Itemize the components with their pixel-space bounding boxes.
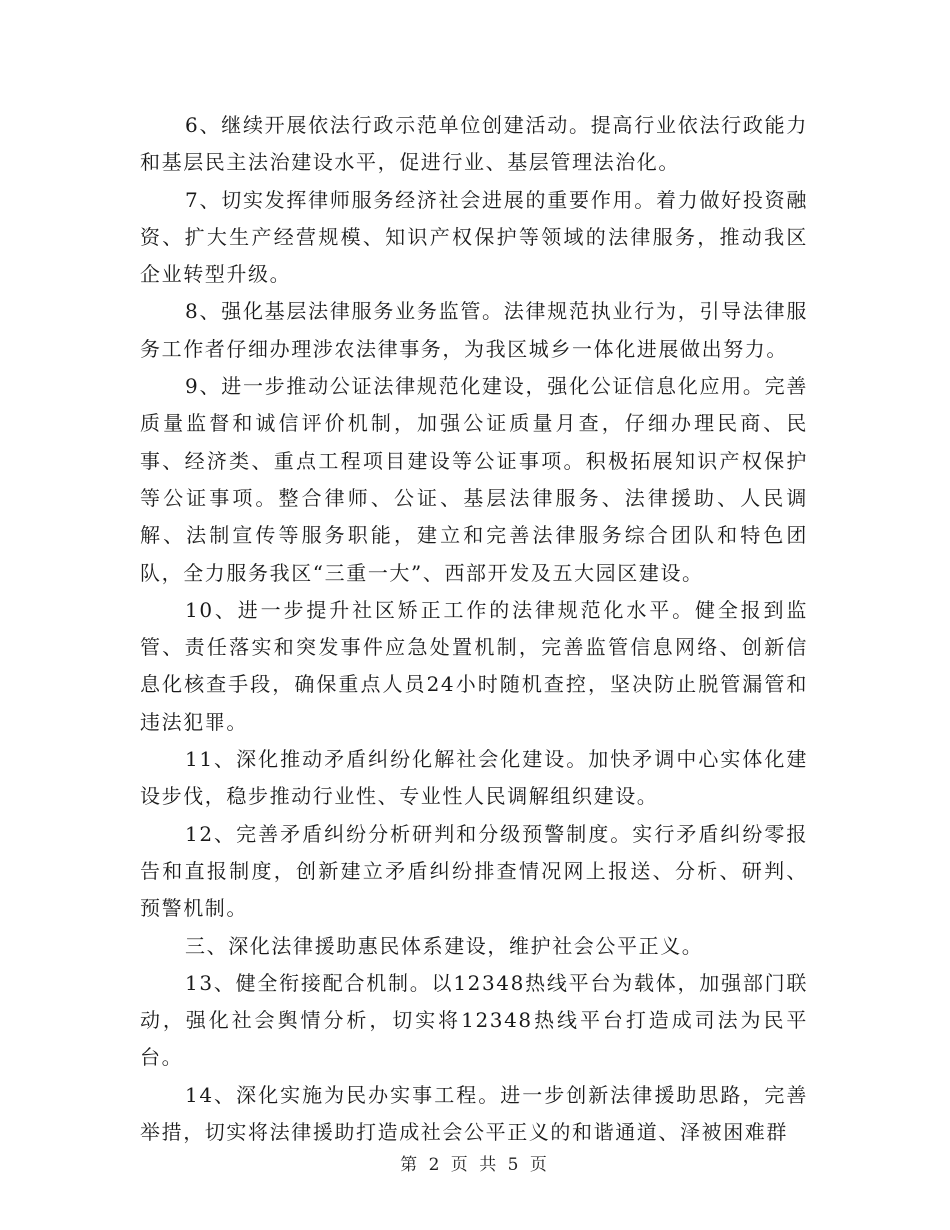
paragraph-item-6: 6、继续开展依法行政示范单位创建活动。提高行业依法行政能力和基层民主法治建设水平，促进行业、基层管理法治化。 xyxy=(140,113,808,175)
paragraph-item-11: 11、深化推动矛盾纠纷化解社会化建设。加快矛调中心实体化建设步伐，稳步推动行业性、专业性人民调解组织建设。 xyxy=(140,747,808,809)
paragraph-item-9: 9、进一步推动公证法律规范化建设，强化公证信息化应用。完善质量监督和诚信评价机制，加强公证质量月查，仔细办理民商、民事、经济类、重点工程项目建设等公证事项。积极拓展知识产权保护等公证事项。整合律师、公证、基层法律服务、法律援助、人民调解、法制宣传等服务职能，建立和完善法律服务综合团队和特色团队，全力服务我区“三重一大”、西部开发及五大园区建设。 xyxy=(140,374,808,585)
paragraph-item-10: 10、进一步提升社区矫正工作的法律规范化水平。健全报到监管、责任落实和突发事件应急处置机制，完善监管信息网络、创新信息化核查手段，确保重点人员24小时随机查控，坚决防止脱管漏管和违法犯罪。 xyxy=(140,597,808,734)
paragraph-item-12: 12、完善矛盾纠纷分析研判和分级预警制度。实行矛盾纠纷零报告和直报制度，创新建立矛盾纠纷排查情况网上报送、分析、研判、预警机制。 xyxy=(140,821,808,921)
page-footer: 第 2 页 共 5 页 xyxy=(400,1155,550,1175)
paragraph-item-7: 7、切实发挥律师服务经济社会进展的重要作用。着力做好投资融资、扩大生产经营规模、知识产权保护等领域的法律服务，推动我区企业转型升级。 xyxy=(140,187,808,287)
section-heading-3: 三、深化法律援助惠民体系建设，维护社会公平正义。 xyxy=(185,933,704,958)
paragraph-item-8: 8、强化基层法律服务业务监管。法律规范执业行为，引导法律服务工作者仔细办理涉农法律事务，为我区城乡一体化进展做出努力。 xyxy=(140,299,808,361)
document-body xyxy=(140,107,808,1151)
paragraph-item-13: 13、健全衔接配合机制。以12348热线平台为载体，加强部门联动，强化社会舆情分析，切实将12348热线平台打造成司法为民平台。 xyxy=(140,970,808,1070)
paragraph-item-14: 14、深化实施为民办实事工程。进一步创新法律援助思路，完善举措，切实将法律援助打造成社会公平正义的和谐通道、泽被困难群 xyxy=(140,1082,808,1145)
